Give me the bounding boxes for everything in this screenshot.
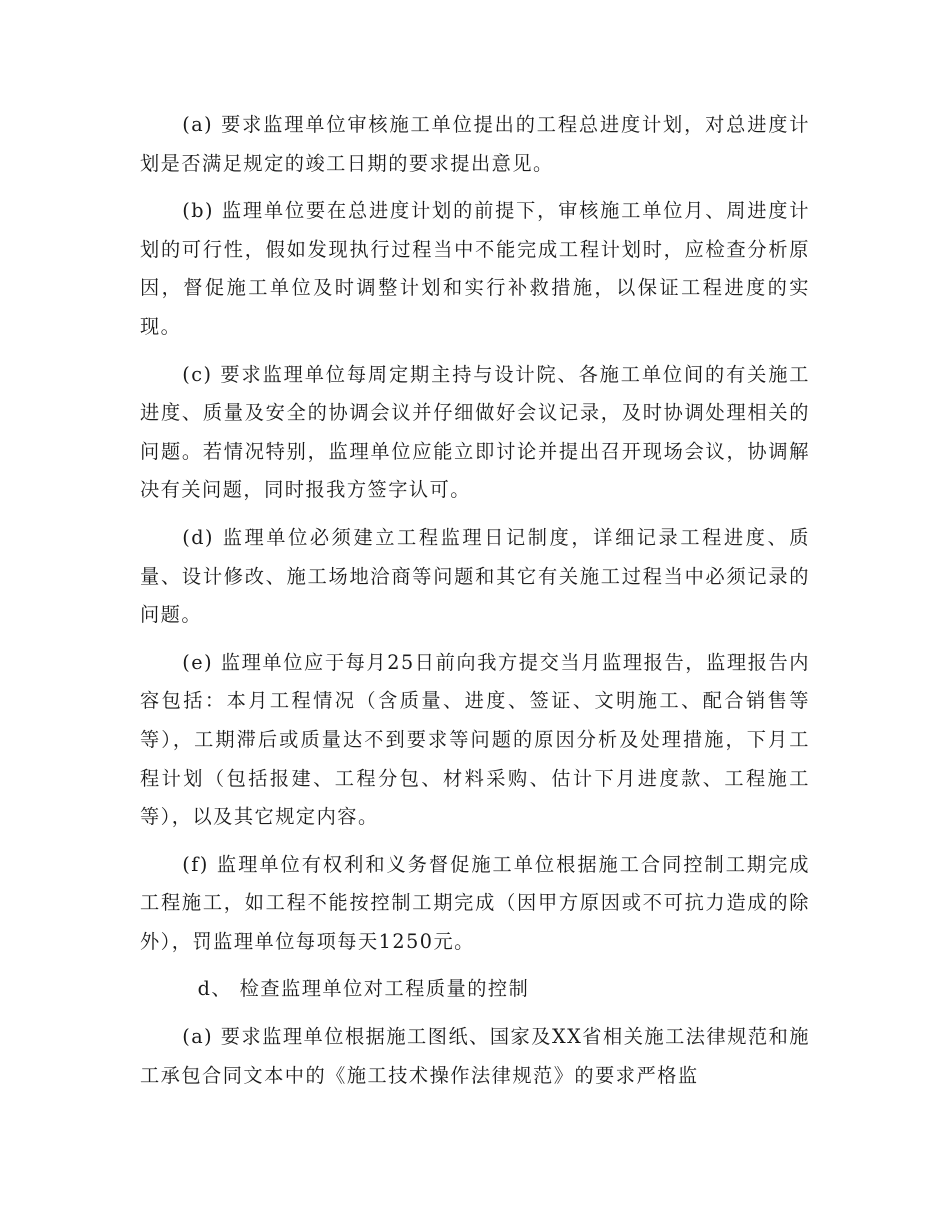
- paragraph-quality-a: (a) 要求监理单位根据施工图纸、国家及XX省相关施工法律规范和施工承包合同文本中的《施工技术操作法律规范》的要求严格监: [140, 1025, 810, 1087]
- paragraph-e-monthly-report: (e) 监理单位应于每月25日前向我方提交当月监理报告，监理报告内容包括：本月工程情况（含质量、进度、签证、文明施工、配合销售等等），工期滞后或质量达不到要求等问题的原因分析及处理措施，下月工程计划（包括报建、工程分包、材料采购、估计下月进度款、工程施工等），以及其它规定内容。: [140, 650, 810, 829]
- paragraph-d-supervision-diary: (d) 监理单位必须建立工程监理日记制度，详细记录工程进度、质量、设计修改、施工场地洽商等问题和其它有关施工过程当中必须记录的问题。: [140, 525, 810, 627]
- paragraph-f-penalty: (f) 监理单位有权利和义务督促施工单位根据施工合同控制工期完成工程施工，如工程不能按控制工期完成（因甲方原因或不可抗力造成的除外），罚监理单位每项每天1250元。: [140, 852, 810, 953]
- paragraph-c-coordination-meeting: (c) 要求监理单位每周定期主持与设计院、各施工单位间的有关施工进度、质量及安全的协调会议并仔细做好会议记录，及时协调处理相关的问题。若情况特别，监理单位应能立即讨论并提出召开现场会议，协调解决有关问题，同时报我方签字认可。: [140, 362, 810, 502]
- document-body: [140, 106, 810, 1104]
- paragraph-b-feasibility: (b) 监理单位要在总进度计划的前提下，审核施工单位月、周进度计划的可行性，假如发现执行过程当中不能完成工程计划时，应检查分析原因，督促施工单位及时调整计划和实行补救措施，以保证工程进度的实现。: [140, 199, 810, 338]
- paragraph-a-schedule-review: (a) 要求监理单位审核施工单位提出的工程总进度计划，对总进度计划是否满足规定的竣工日期的要求提出意见。: [140, 113, 810, 175]
- section-heading-quality-control: d、 检查监理单位对工程质量的控制: [197, 977, 530, 1001]
